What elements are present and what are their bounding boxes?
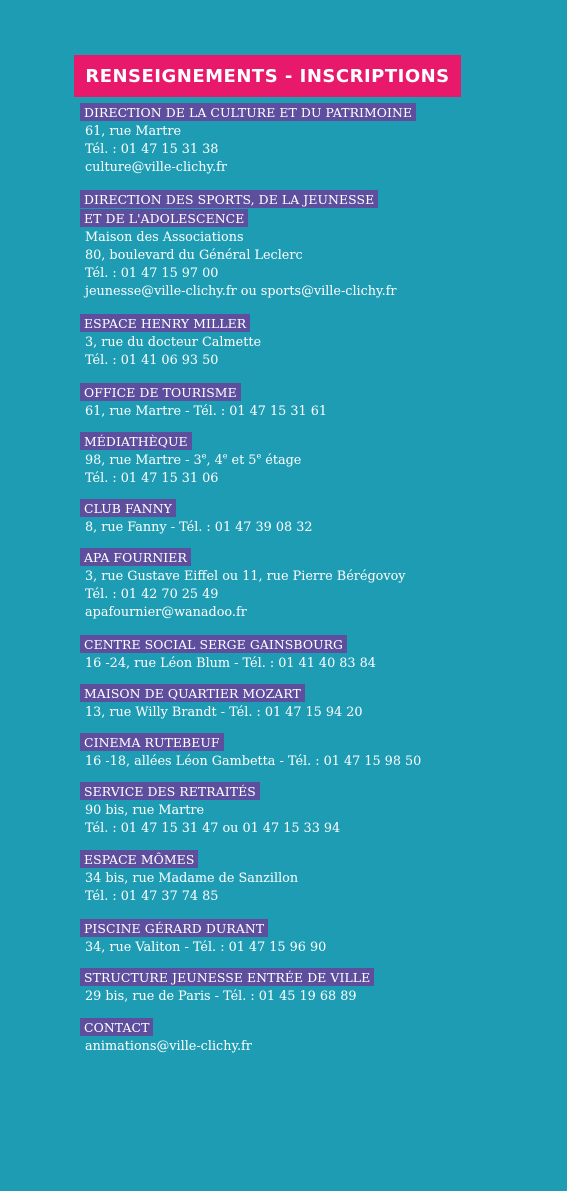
info-section bbox=[80, 431, 550, 488]
info-line: 80, boulevard du Général Leclerc bbox=[85, 248, 303, 263]
info-line: Tél. : 01 42 70 25 49 bbox=[85, 587, 219, 602]
info-line: 29 bis, rue de Paris - Tél. : 01 45 19 68 89 bbox=[85, 989, 357, 1004]
section-heading: SERVICE DES RETRAITÉS bbox=[80, 782, 260, 800]
page-banner bbox=[74, 55, 461, 97]
info-line: Tél. : 01 47 37 74 85 bbox=[85, 889, 219, 904]
section-heading: CLUB FANNY bbox=[80, 499, 176, 517]
info-section bbox=[80, 189, 550, 301]
email-link[interactable]: culture@ville-clichy.fr bbox=[85, 160, 227, 175]
info-line: 98, rue Martre - 3e, 4e et 5e étage bbox=[85, 451, 302, 468]
section-heading: MÉDIATHÈQUE bbox=[80, 432, 192, 450]
section-heading: ESPACE HENRY MILLER bbox=[80, 314, 250, 332]
section-heading: ESPACE MÔMES bbox=[80, 850, 198, 868]
info-section bbox=[80, 918, 550, 957]
info-line: Tél. : 01 41 06 93 50 bbox=[85, 353, 219, 368]
info-line: 90 bis, rue Martre bbox=[85, 803, 205, 818]
section-heading: MAISON DE QUARTIER MOZART bbox=[80, 684, 305, 702]
info-section bbox=[80, 732, 550, 771]
section-heading: OFFICE DE TOURISME bbox=[80, 383, 241, 401]
info-line: Tél. : 01 47 15 31 47 ou 01 47 15 33 94 bbox=[85, 821, 341, 836]
info-line: Tél. : 01 47 15 31 06 bbox=[85, 471, 219, 486]
info-line: 34, rue Valiton - Tél. : 01 47 15 96 90 bbox=[85, 940, 327, 955]
info-line: 61, rue Martre - Tél. : 01 47 15 31 61 bbox=[85, 404, 327, 419]
info-section bbox=[80, 547, 550, 622]
info-section bbox=[80, 1017, 550, 1056]
section-heading: PISCINE GÉRARD DURANT bbox=[80, 919, 268, 937]
section-heading: DIRECTION DE LA CULTURE ET DU PATRIMOINE bbox=[80, 103, 416, 121]
info-line: 16 -24, rue Léon Blum - Tél. : 01 41 40 83 84 bbox=[85, 656, 376, 671]
info-line: 34 bis, rue Madame de Sanzillon bbox=[85, 871, 299, 886]
section-heading: ET DE L'ADOLESCENCE bbox=[80, 209, 248, 227]
section-heading: STRUCTURE JEUNESSE ENTRÉE DE VILLE bbox=[80, 968, 374, 986]
info-section bbox=[80, 849, 550, 906]
section-heading: CENTRE SOCIAL SERGE GAINSBOURG bbox=[80, 635, 347, 653]
info-section bbox=[80, 382, 550, 421]
section-heading: CINEMA RUTEBEUF bbox=[80, 733, 224, 751]
info-line: 3, rue Gustave Eiffel ou 11, rue Pierre Bérégovoy bbox=[85, 569, 406, 584]
section-heading: DIRECTION DES SPORTS, DE LA JEUNESSE bbox=[80, 190, 378, 208]
info-line: Tél. : 01 47 15 31 38 bbox=[85, 142, 219, 157]
info-section bbox=[80, 498, 550, 537]
info-section bbox=[80, 683, 550, 722]
info-line: 3, rue du docteur Calmette bbox=[85, 335, 262, 350]
section-heading: CONTACT bbox=[80, 1018, 153, 1036]
info-line: 16 -18, allées Léon Gambetta - Tél. : 01 47 15 98 50 bbox=[85, 754, 422, 769]
info-section bbox=[80, 102, 550, 177]
info-section bbox=[80, 634, 550, 673]
info-section bbox=[80, 313, 550, 370]
info-section bbox=[80, 967, 550, 1006]
info-line: Tél. : 01 47 15 97 00 bbox=[85, 266, 219, 281]
section-heading: APA FOURNIER bbox=[80, 548, 191, 566]
page-title: RENSEIGNEMENTS - INSCRIPTIONS bbox=[85, 65, 450, 87]
info-list bbox=[80, 102, 550, 1066]
info-line: 13, rue Willy Brandt - Tél. : 01 47 15 94 20 bbox=[85, 705, 363, 720]
email-link[interactable]: apafournier@wanadoo.fr bbox=[85, 605, 247, 620]
info-line: 61, rue Martre bbox=[85, 124, 182, 139]
info-section bbox=[80, 781, 550, 838]
info-line: Maison des Associations bbox=[85, 230, 244, 245]
email-link[interactable]: animations@ville-clichy.fr bbox=[85, 1039, 252, 1054]
info-line: 8, rue Fanny - Tél. : 01 47 39 08 32 bbox=[85, 520, 313, 535]
email-link[interactable]: jeunesse@ville-clichy.fr ou sports@ville-clichy.fr bbox=[85, 284, 397, 299]
